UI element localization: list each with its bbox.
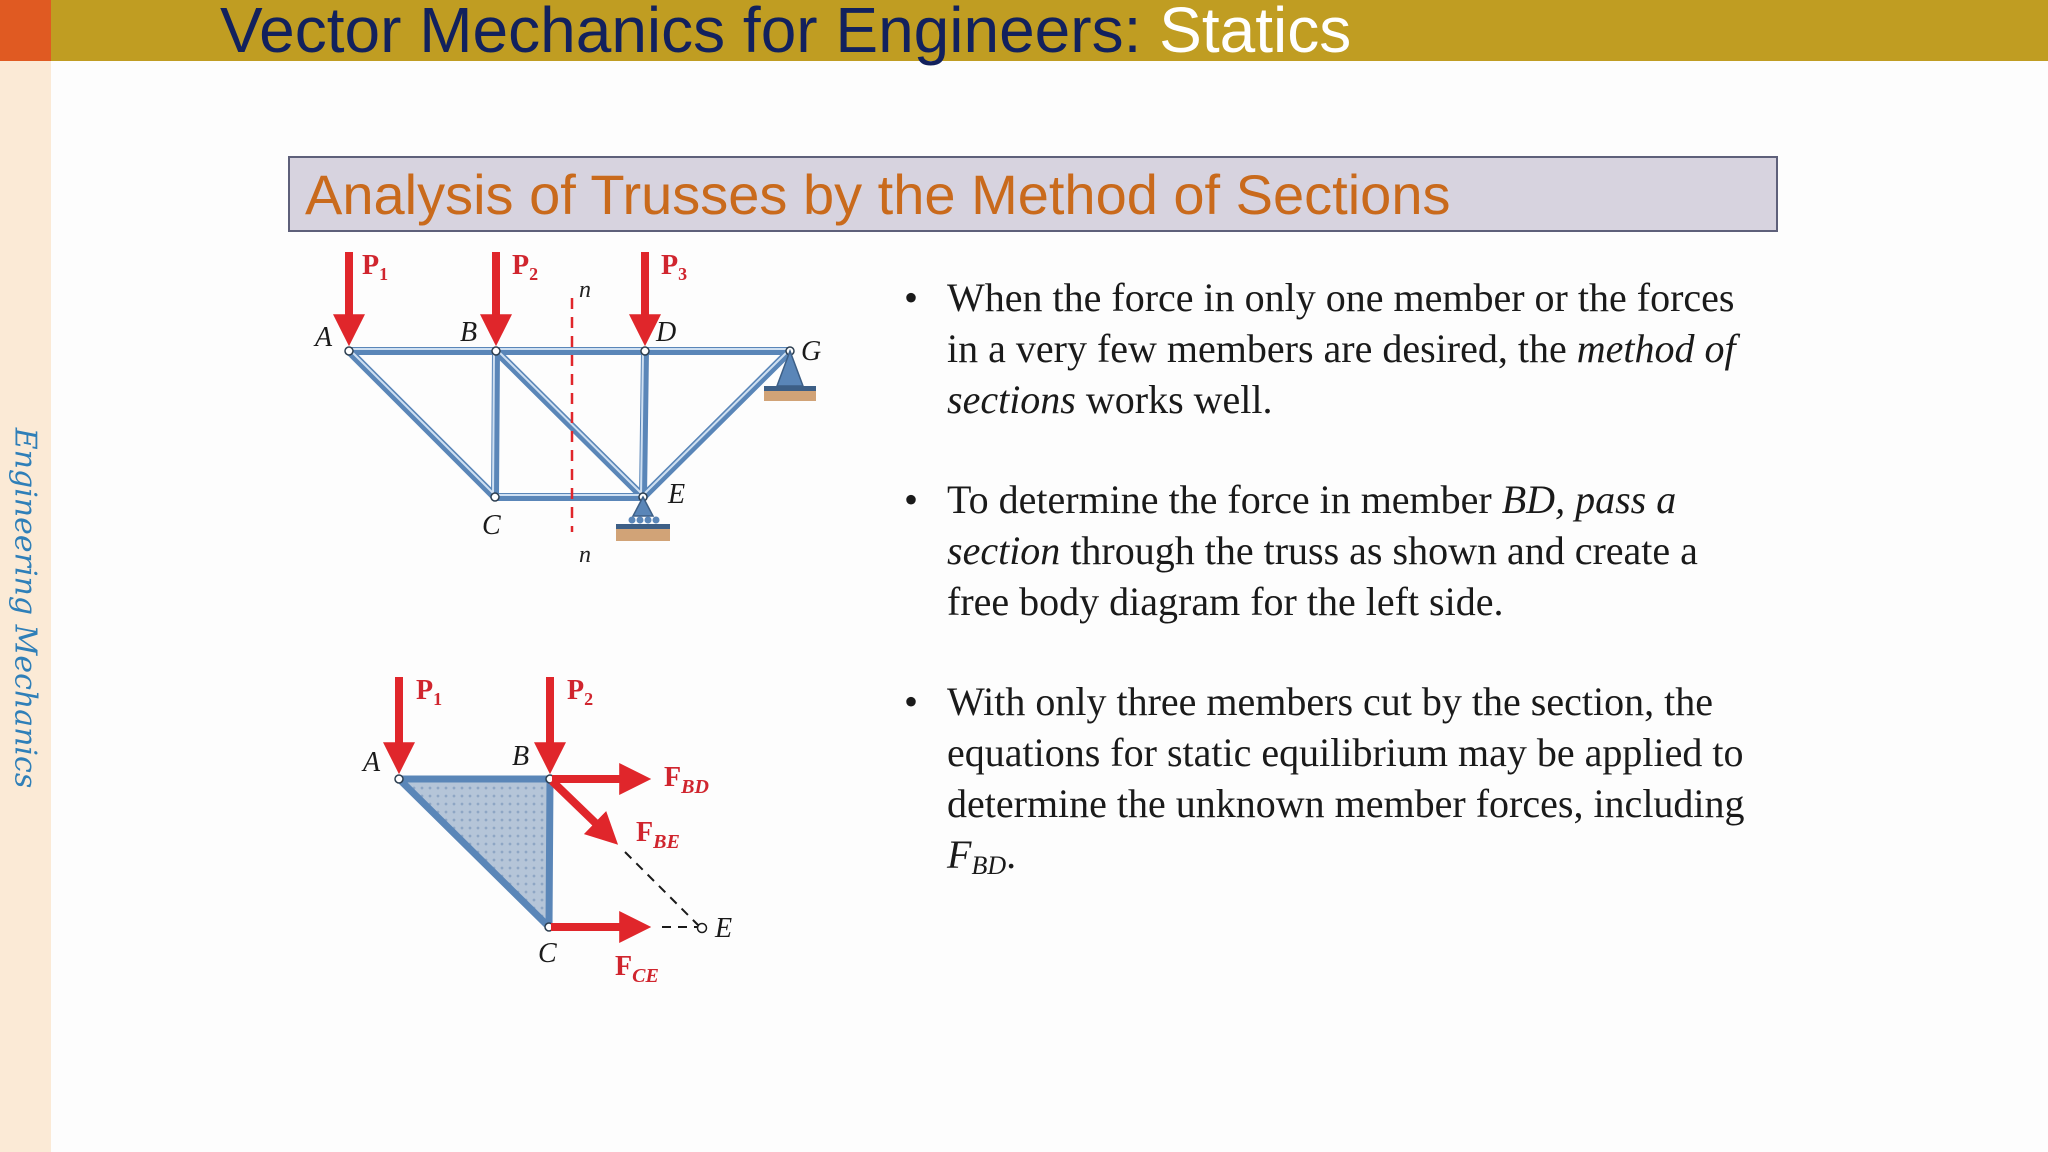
node-label-d: D [656, 317, 677, 348]
node-label-a: A [315, 322, 333, 353]
header-corner-accent [0, 0, 51, 61]
sidebar-label: Engineering Mechanics [7, 427, 43, 789]
member-bc [495, 351, 496, 497]
course-title [220, 0, 1351, 66]
course-title-main: Vector Mechanics for Engineers: [220, 0, 1160, 66]
member-eg [643, 351, 790, 497]
fbd-point-e [698, 924, 707, 933]
member-highlights [349, 349, 790, 497]
node-label-b: B [460, 317, 478, 348]
bullet-list [900, 272, 1760, 940]
member-be [496, 351, 643, 497]
node-label-g: G [801, 336, 822, 367]
course-title-accent: Statics [1159, 0, 1352, 66]
bullet-item: • With only three members cut by the section, the equations for static equilibrium may be applied to determine the unknown member forces, including $F_{BD}$. [900, 676, 1760, 891]
bullet-item: • When the force in only one member or the forces in a very few members are desired, the method of sections works well. [900, 272, 1760, 425]
fbd-node-label-b: B [512, 741, 530, 772]
load-label-p2: $P_2$ [512, 250, 539, 284]
node-label-c: C [482, 510, 501, 541]
truss-members [349, 351, 790, 497]
bullet-item: • To determine the force in member BD, pass a section through the truss as shown and create a free body diagram for the left side. [900, 474, 1760, 627]
fbd-load-label-p2: $P_2$ [567, 675, 594, 709]
fbd-extension-lines [625, 852, 698, 927]
section-title: Analysis of Trusses by the Method of Sections [305, 163, 1451, 226]
fbd-node-label-a: A [363, 747, 381, 778]
fbd-node-label-e: E [715, 913, 733, 944]
load-label-p3: $P_3$ [661, 250, 688, 284]
section-label-bottom: n [579, 542, 591, 568]
load-label-p1: $P_1$ [362, 250, 389, 284]
force-arrow-fbe [552, 781, 610, 837]
fbd-load-label-p1: $P_1$ [416, 675, 443, 709]
force-label-fbe: $F_{BE}$ [636, 817, 680, 853]
member-ac [349, 351, 495, 497]
section-label-top: n [579, 277, 591, 303]
force-label-fce: $F_{CE}$ [615, 951, 659, 987]
section-title-box [288, 156, 1778, 232]
force-label-fbd: $F_{BD}$ [664, 762, 709, 798]
roller-support-e [616, 497, 670, 541]
fbd-node-label-c: C [538, 938, 557, 969]
truss-load-arrows [349, 252, 645, 335]
node-label-e: E [668, 479, 686, 510]
truss-diagram [290, 240, 890, 1010]
